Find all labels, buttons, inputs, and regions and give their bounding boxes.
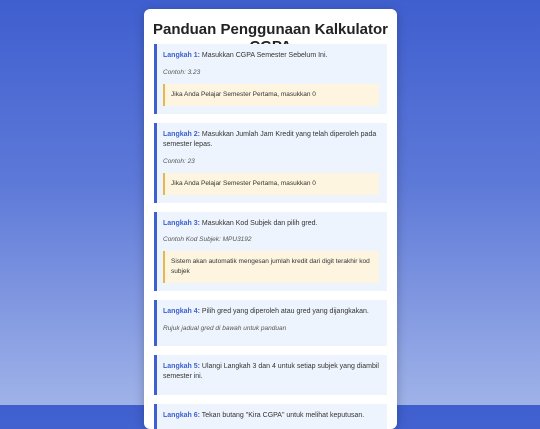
step-3-description: Masukkan Kod Subjek dan pilih gred. [202,220,318,227]
step-3-label: Langkah 3: [163,220,200,227]
step-1-text [163,51,379,62]
step-3-example: Contoh Kod Subjek: MPU3192 [163,235,379,245]
step-1-example: Contoh: 3.23 [163,68,379,78]
step-5-label: Langkah 5: [163,363,200,370]
step-3-text [163,219,379,230]
step-6-description: Tekan butang "Kira CGPA" untuk melihat keputusan. [202,412,364,419]
step-4-label: Langkah 4: [163,308,200,315]
step-5-text [163,362,379,383]
step-2-description: Masukkan Jumlah Jam Kredit yang telah diperoleh pada semester lepas. [163,131,376,149]
step-1 [154,44,387,114]
step-2-text [163,130,379,151]
step-6-text [163,411,379,422]
guide-card [144,9,397,429]
page-title: Panduan Penggunaan Kalkulator [144,9,397,55]
step-4 [154,300,387,346]
steps-list [154,44,387,429]
step-2-label: Langkah 2: [163,131,200,138]
step-3 [154,212,387,292]
step-4-example: Rujuk jadual gred di bawah untuk panduan [163,324,379,334]
step-3-note: Sistem akan automatik mengesan jumlah kredit dari digit terakhir kod subjek [163,251,379,283]
step-2-note: Jika Anda Pelajar Semester Pertama, masukkan 0 [163,173,379,195]
step-1-label: Langkah 1: [163,52,200,59]
step-4-description: Pilih gred yang diperoleh atau gred yang dijangkakan. [202,308,369,315]
step-6-label: Langkah 6: [163,412,200,419]
step-4-text [163,307,379,318]
step-2-example: Contoh: 23 [163,157,379,167]
step-6 [154,404,387,429]
step-2 [154,123,387,203]
step-1-description: Masukkan CGPA Semester Sebelum Ini. [202,52,328,59]
step-5-description: Ulangi Langkah 3 dan 4 untuk setiap subjek yang diambil semester ini. [163,363,379,381]
step-1-note: Jika Anda Pelajar Semester Pertama, masukkan 0 [163,84,379,106]
step-5 [154,355,387,395]
